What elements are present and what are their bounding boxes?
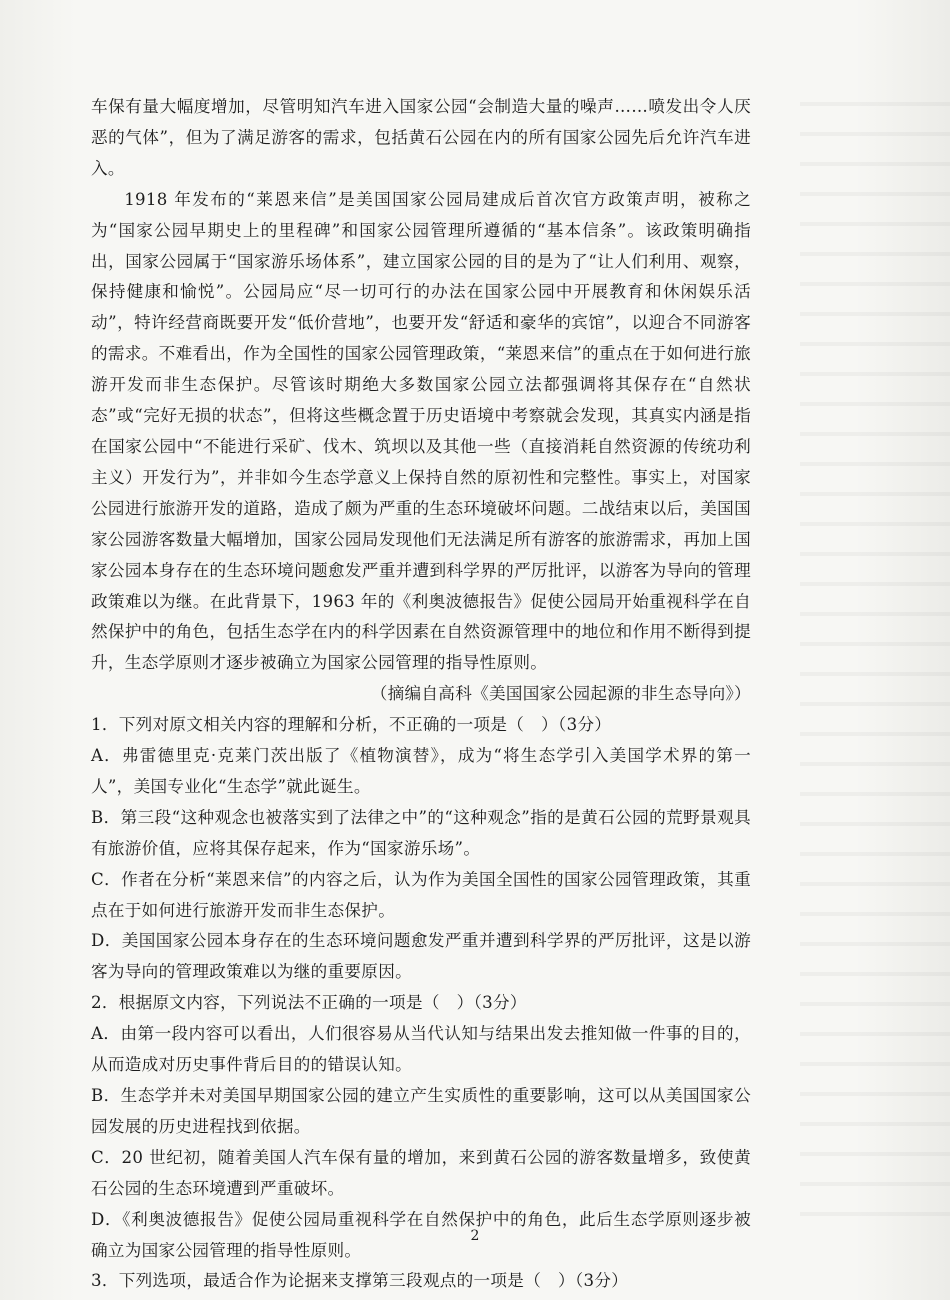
question-stem: 1．下列对原文相关内容的理解和分析，不正确的一项是（ ）（3分） [91, 715, 612, 735]
question-1 [91, 710, 751, 988]
option-d: D．美国国家公园本身存在的生态环境问题愈发严重并遭到科学界的严厉批评，这是以游客为导向的管理政策难以为继的重要原因。 [91, 931, 751, 982]
question-stem: 3．下列选项，最适合作为论据来支撑第三段观点的一项是（ ）（3分） [91, 1271, 629, 1291]
option-a: A．由第一段内容可以看出，人们很容易从当代认知与结果出发去推知做一件事的目的，从而造成对历史事件背后目的的错误认知。 [91, 1024, 751, 1075]
option-c: C．作者在分析“莱恩来信”的内容之后，认为作为美国全国性的国家公园管理政策，其重点在于如何进行旅游开发而非生态保护。 [91, 869, 751, 920]
passage-source: （摘编自高科《美国国家公园起源的非生态导向》） [370, 684, 751, 704]
question-2 [91, 988, 751, 1266]
option-d: D．《利奥波德报告》促使公园局重视科学在自然保护中的角色，此后生态学原则逐步被确立为国家公园管理的指导性原则。 [91, 1209, 751, 1260]
passage-paragraph-continued: 车保有量大幅度增加，尽管明知汽车进入国家公园“会制造大量的噪声……喷发出令人厌恶的气体”，但为了满足游客的需求，包括黄石公园在内的所有国家公园先后允许汽车进入。 [91, 97, 751, 178]
page-number: 2 [470, 1228, 480, 1244]
question-stem: 2．根据原文内容，下列说法不正确的一项是（ ）（3分） [91, 993, 527, 1013]
passage-paragraph-main: 1918 年发布的“莱恩来信”是美国国家公园局建成后首次官方政策声明，被称之为“国家公园早期史上的里程碑”和国家公园管理所遵循的“基本信条”。该政策明确指出，国家公园属于“国家游乐场体系”，建立国家公园的目的是为了“让人们利用、观察，保持健康和愉悦”。公园局应“尽一切可行的办法在国家公园中开展教育和休闲娱乐活动”，特许经营商既要开发“低价营地”，也要开发“舒适和豪华的宾馆”，以迎合不同游客的需求。不难看出，作为全国性的国家公园管理政策，“莱恩来信”的重点在于如何进行旅游开发而非生态保护。尽管该时期绝大多数国家公园立法都强调将其保存在“自然状态”或“完好无损的状态”，但将这些概念置于历史语境中考察就会发现，其真实内涵是指在国家公园中“不能进行采矿、伐木、筑坝以及其他一些（直接消耗自然资源的传统功利主义）开发行为”，并非如今生态学意义上保持自然的原初性和完整性。事实上，对国家公园进行旅游开发的道路，造成了颇为严重的生态环境破坏问题。二战结束以后，美国国家公园游客数量大幅增加，国家公园局发现他们无法满足所有游客的旅游需求，再加上国家公园本身存在的生态环境问题愈发严重并遭到科学界的严厉批评，以游客为导向的管理政策难以为继。在此背景下，1963 年的《利奥波德报告》促使公园局开始重视科学在自然保护中的角色，包括生态学在内的科学因素在自然资源管理中的地位和作用不断得到提升，生态学原则才逐步被确立为国家公园管理的指导性原则。 [91, 189, 751, 673]
option-b: B．第三段“这种观念也被落实到了法律之中”的“这种观念”指的是黄石公园的荒野景观具有旅游价值，应将其保存起来，作为“国家游乐场”。 [91, 807, 751, 858]
bleed-through-shadow [800, 80, 950, 1240]
option-c: C．20 世纪初，随着美国人汽车保有量的增加，来到黄石公园的游客数量增多，致使黄石公园的生态环境遭到严重破坏。 [91, 1147, 751, 1198]
option-a: A．弗雷德里克·克莱门茨出版了《植物演替》，成为“将生态学引入美国学术界的第一人”，美国专业化“生态学”就此诞生。 [91, 746, 751, 796]
page-content [91, 92, 751, 1297]
question-3 [91, 1266, 751, 1297]
option-b: B．生态学并未对美国早期国家公园的建立产生实质性的重要影响，这可以从美国国家公园发展的历史进程找到依据。 [91, 1086, 751, 1136]
